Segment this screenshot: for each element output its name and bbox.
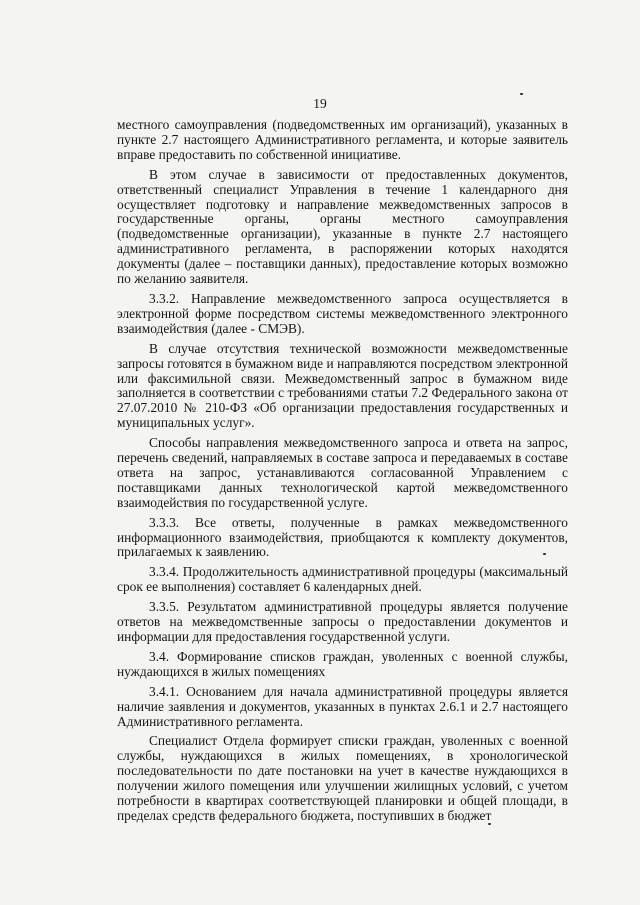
paragraph-paper-requests: В случае отсутствия технической возможности межведомственные запросы готовятся в бумажном виде и направляются посредством электронной или факсимильной связи. Межведомственный запрос в бумажном виде заполняется в соответствии с требованиями статьи 7.2 Федерального закона от 27.07.2010 № 210-ФЗ «Об организации предоставления государственных и муниципальных услуг». <box>117 340 568 431</box>
paragraph-3-3-4: 3.3.4. Продолжительность административной процедуры (максимальный срок ее выполнения) составляет 6 календарных дней. <box>117 564 568 595</box>
paragraph-continuation: местного самоуправления (подведомственных им организаций), указанных в пункте 2.7 настоящего Административного регламента, и которые заявитель вправе предоставить по собственной инициативе. <box>117 117 568 162</box>
paragraph-3-4-heading: 3.4. Формирование списков граждан, уволенных с военной службы, нуждающихся в жилых помещениях <box>117 648 568 679</box>
paragraph-request-preparation: В этом случае в зависимости от предоставленных документов, ответственный специалист Управления в течение 1 календарного дня осуществляет подготовку и направление межведомственных запросов в государственные органы, органы местного самоуправления (подведомственные организации), указанные в пункте 2.7 настоящего административного регламента, в распоряжении которых находятся документы (далее – поставщики данных), предоставление которых возможно по желанию заявителя. <box>117 166 568 287</box>
page-number: 19 <box>313 96 327 111</box>
paragraph-3-3-2: 3.3.2. Направление межведомственного запроса осуществляется в электронной форме посредством системы межведомственного электронного взаимодействия (далее - СМЭВ). <box>117 290 568 336</box>
scan-speck <box>488 823 491 825</box>
paragraph-request-methods: Способы направления межведомственного запроса и ответа на запрос, перечень сведений, направляемых в составе запроса и передаваемых в составе ответа на запрос, устанавливаются согласованной Управлением с поставщиками данных технологической картой межведомственного взаимодействия по государственной услуге. <box>117 435 568 510</box>
scan-speck <box>543 553 546 555</box>
paragraph-3-3-3: 3.3.3. Все ответы, полученные в рамках межведомственного информационного взаимодействия, приобщаются к комплекту документов, прилагаемых к заявлению. <box>117 514 568 560</box>
paragraph-3-4-1: 3.4.1. Основанием для начала административной процедуры является наличие заявления и документов, указанных в пунктах 2.6.1 и 2.7 настоящего Административного регламента. <box>117 683 568 729</box>
paragraph-3-3-5: 3.3.5. Результатом административной процедуры является получение ответов на межведомственные запросы о предоставлении документов и информации для предоставления государственной услуги. <box>117 599 568 644</box>
scan-speck <box>520 93 523 95</box>
document-body <box>117 118 568 829</box>
paragraph-lists-formation: Специалист Отдела формирует списки граждан, уволенных с военной службы, нуждающихся в жилых помещениях, в хронологической последовательности по дате постановки на учет в качестве нуждающихся в получении жилого помещения или улучшении жилищных условий, с учетом потребности в квартирах соответствующей планировки и общей площади, в пределах средств федерального бюджета, поступивших в бюджет <box>117 733 568 823</box>
